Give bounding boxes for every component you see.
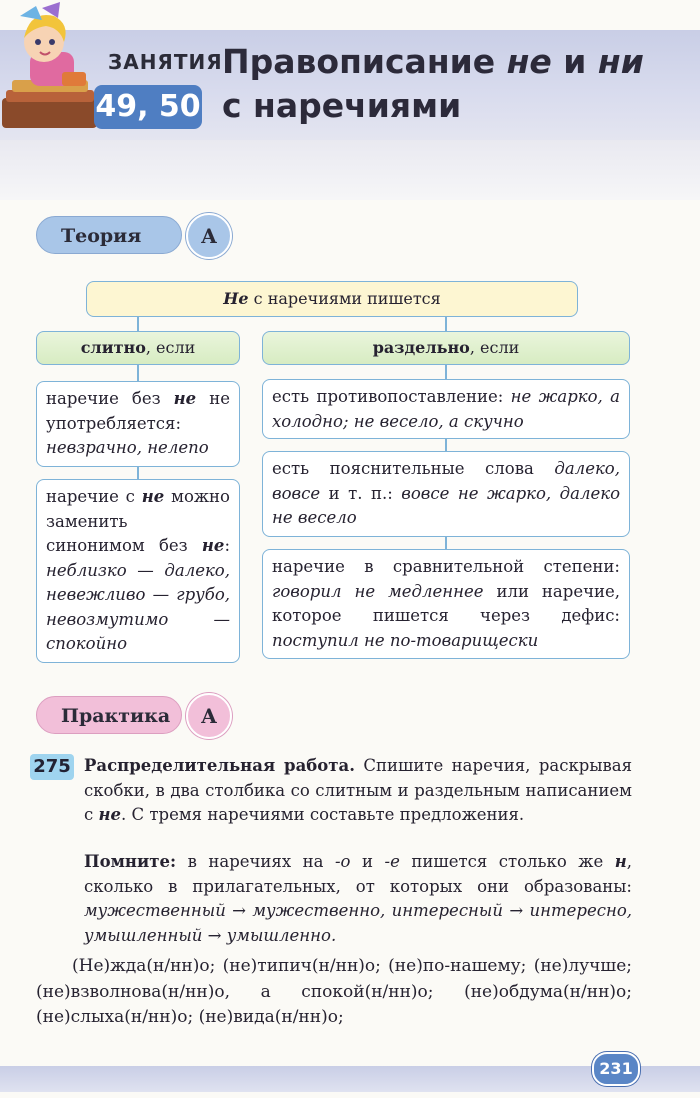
remember-text: , сколько в прилагательных, от которых они образованы: [84, 852, 632, 896]
rule-text: есть противопоставление: [272, 387, 511, 406]
exercise-number: 275 [30, 754, 74, 780]
rule-example: далеко, вовсе [272, 459, 620, 503]
rule-text: с наречиями пишется [248, 289, 441, 308]
page-number: 231 [592, 1052, 640, 1086]
connector-line [445, 365, 447, 379]
connector-line [445, 317, 447, 331]
heading-together-bold: слитно [80, 338, 146, 357]
title-part: с наречиями [222, 86, 462, 125]
exercise-text: Спишите наречия, раскрывая скобки, в два столбика со слитным и раздельным написанием с [84, 756, 632, 824]
rule-text: можно заменить синонимом без [46, 487, 230, 555]
remember-note [84, 850, 632, 948]
rule-text: не употребляется: [46, 389, 230, 433]
rule-example: неблизко — далеко, невежливо — грубо, невозмутимо — спокойно [46, 560, 230, 653]
practice-level-badge: А [186, 693, 232, 739]
connector-line [137, 365, 139, 381]
practice-section-label: Практика [36, 696, 182, 734]
rule-example: невзрачно, нелепо [46, 438, 209, 457]
rule-ne: Не [223, 289, 249, 308]
rule-text: или наречие, которое пишется через дефис: [272, 581, 620, 625]
heading-separate-rest: , если [469, 338, 520, 357]
remember-text: и [350, 852, 385, 871]
rule-item-separate-3 [262, 549, 630, 659]
suffix: -е [384, 852, 400, 871]
rule-item-together-1 [36, 381, 240, 467]
title-part-ni: ни [597, 42, 644, 81]
rule-text: наречие с [46, 487, 142, 506]
rule-example: вовсе не жарко, далеко не весело [272, 483, 621, 527]
exercise-title: Распределительная работа. [84, 756, 355, 775]
exercise-ne: не [98, 805, 122, 824]
theory-section-label: Теория [36, 216, 182, 254]
rule-text: наречие без [46, 389, 174, 408]
rule-ne: не [141, 487, 165, 506]
theory-level-badge: А [186, 213, 232, 259]
remember-text: в наречиях на [176, 852, 335, 871]
title-part: и [551, 42, 598, 81]
rule-item-separate-2 [262, 451, 630, 537]
rule-example: не жарко, а холодно; не весело, а скучно [272, 387, 620, 431]
page-title [222, 40, 682, 128]
lesson-label: ЗАНЯТИЯ [108, 50, 223, 74]
rule-example: говорил не медленнее [272, 581, 484, 601]
rule-item-separate-1 [262, 379, 630, 439]
heading-separate-bold: раздельно [372, 338, 470, 357]
heading-together-rest: , если [145, 338, 196, 357]
heading-separate [262, 331, 630, 365]
connector-line [137, 317, 139, 331]
rule-text: наречие в сравнительной степени: [272, 557, 620, 576]
heading-together [36, 331, 240, 365]
exercise-text: . С тремя наречиями составьте предложения. [121, 805, 525, 824]
rule-box [86, 281, 578, 317]
rule-item-together-2 [36, 479, 240, 663]
header-shadow [0, 140, 700, 200]
remember-label: Помните: [84, 852, 177, 871]
connector-line [445, 537, 447, 549]
rule-text: : [224, 536, 230, 555]
remember-examples: мужественный → мужественно, интересный → интересно, умышленный → умышленно. [84, 901, 632, 945]
title-part-ne: не [506, 42, 552, 81]
rule-text: есть пояснительные слова [272, 459, 555, 478]
mascot-illustration [2, 2, 102, 130]
letter-n: н [614, 852, 627, 871]
rule-example: поступил не по-товарищески [272, 630, 539, 650]
lesson-number-badge: 49, 50 [94, 85, 202, 129]
exercise-task [84, 754, 632, 828]
suffix: -о [334, 852, 351, 871]
remember-text: пишется столько же [399, 852, 615, 871]
rule-text: и т. п.: [320, 483, 402, 503]
rule-ne: не [201, 536, 225, 555]
title-part: Правописание [222, 42, 507, 81]
connector-line [137, 467, 139, 479]
rule-ne: не [173, 389, 197, 408]
connector-line [445, 439, 447, 451]
exercise-words: (Не)жда(н/нн)о; (не)типич(н/нн)о; (не)по-нашему; (не)лучше; (не)взволнова(н/нн)о, а спокой(н/нн)о; (не)обдума(н/нн)о; (не)слыха(н/нн)о; (не)вида(н/нн)о; [36, 956, 632, 1027]
